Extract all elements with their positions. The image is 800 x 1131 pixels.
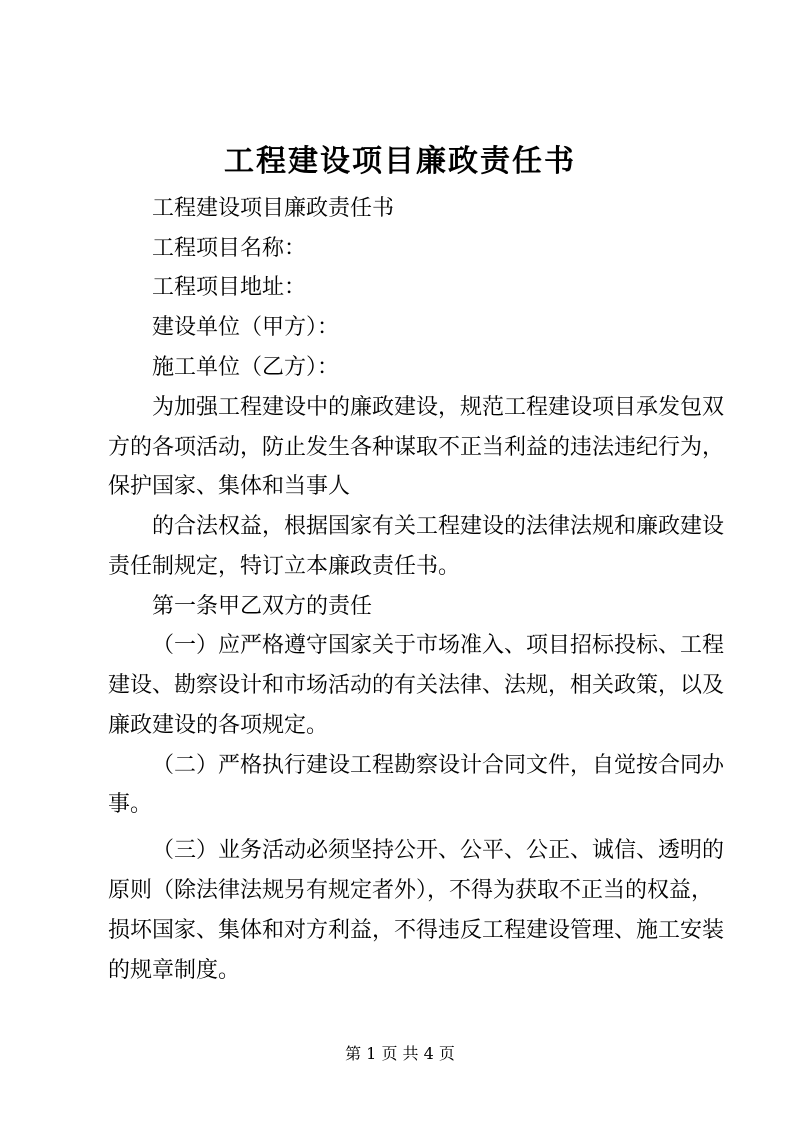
- paragraph-line: 工程项目名称：: [152, 236, 307, 261]
- paragraph-line: （一）应严格遵守国家关于市场准入、项目招标投标、工程: [152, 633, 725, 658]
- paragraph-line: 事。: [108, 792, 153, 817]
- paragraph-line: 廉政建设的各项规定。: [108, 713, 329, 738]
- page-number: 第 1 页 共 4 页: [345, 1044, 455, 1063]
- paragraph-line: 建设单位（甲方）：: [152, 315, 340, 340]
- paragraph-line: 保护国家、集体和当事人: [108, 474, 351, 499]
- paragraph-line: 建设、勘察设计和市场活动的有关法律、法规，相关政策，以及: [108, 673, 725, 698]
- paragraph-line: 工程建设项目廉政责任书: [152, 196, 395, 221]
- paragraph-line: 的合法权益，根据国家有关工程建设的法律法规和廉政建设: [152, 514, 725, 539]
- paragraph-line: 原则（除法律法规另有规定者外），不得为获取不正当的权益，: [108, 878, 714, 903]
- paragraph-line: 损坏国家、集体和对方利益，不得违反工程建设管理、施工安装: [108, 918, 725, 943]
- paragraph-line: 责任制规定，特订立本廉政责任书。: [108, 554, 461, 579]
- paragraph-line: 施工单位（乙方）：: [152, 355, 340, 380]
- paragraph-line: 工程项目地址：: [152, 275, 307, 300]
- document-title: 工程建设项目廉政责任书: [224, 144, 576, 179]
- paragraph-line: 方的各项活动，防止发生各种谋取不正当利益的违法违纪行为，: [108, 435, 725, 460]
- paragraph-line: 的规章制度。: [108, 958, 241, 983]
- paragraph-line: （二）严格执行建设工程勘察设计合同文件，自觉按合同办: [152, 753, 725, 778]
- paragraph-line: （三）业务活动必须坚持公开、公平、公正、诚信、透明的: [152, 838, 725, 863]
- section-heading: 第一条甲乙双方的责任: [152, 594, 373, 619]
- paragraph-line: 为加强工程建设中的廉政建设，规范工程建设项目承发包双: [152, 395, 725, 420]
